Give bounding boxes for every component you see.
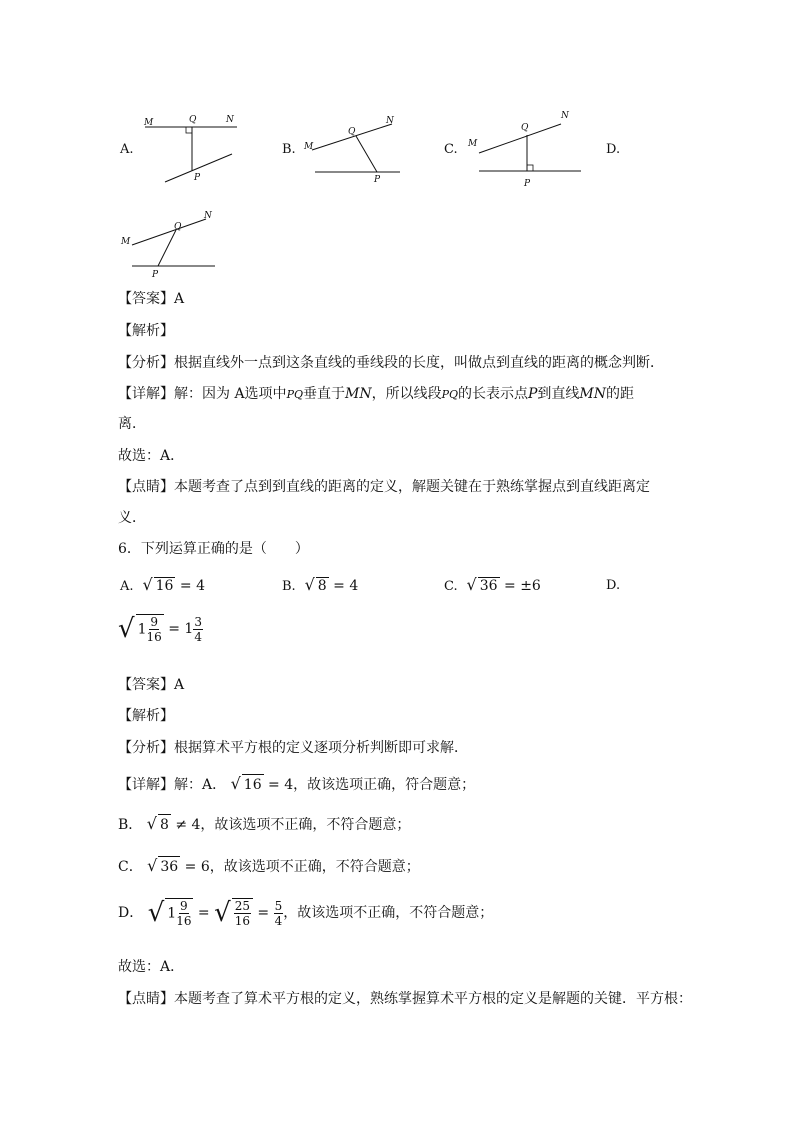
point-q-label: Q: [521, 123, 529, 133]
point-q-label: Q: [189, 115, 197, 125]
q6-detail-c: C． √ 36 = 6，故该选项不正确，不符合题意；: [118, 856, 420, 875]
point-n-label: N: [386, 116, 394, 126]
point-m-label: M: [121, 237, 131, 247]
point-q-label: Q: [174, 222, 182, 232]
q6-fenxi: 【分析】根据算术平方根的定义逐项分析判断即可求解．: [118, 740, 468, 756]
q5-analysis-heading: 【解析】: [118, 323, 174, 339]
point-m-label: M: [468, 139, 478, 149]
q6-dianjing: 【点睛】本题考查了算术平方根的定义，熟练掌握算术平方根的定义是解题的关键．平方根：: [118, 991, 692, 1007]
q6-detail-d: D． √ 1 $\frac{9}{16}$ = √ $\frac{25}{16}$ = $\frac{5}{4}$ ，故该选项不正确，不符合题意；: [118, 898, 494, 928]
point-p-label: P: [524, 179, 531, 189]
point-p-label: P: [152, 270, 159, 280]
option-d-label: D.: [606, 142, 621, 157]
q6-stem: 6．下列运算正确的是（ ）: [118, 541, 309, 557]
point-n-label: N: [204, 211, 212, 221]
point-n-label: N: [561, 111, 569, 121]
q6-analysis-heading: 【解析】: [118, 708, 174, 724]
segment-pq: [356, 136, 377, 172]
point-n-label: N: [226, 115, 234, 125]
option-c-label: C.: [444, 142, 458, 157]
line-mn: [132, 219, 206, 245]
point-p-label: P: [374, 175, 381, 185]
q6-detail-b: B． √ 8 ≠ 4，故该选项不正确，不符合题意；: [118, 814, 411, 833]
q6-choose: 故选：A．: [118, 959, 185, 975]
figure-option-d: [118, 207, 228, 282]
q5-dianjing-line1: 【点睛】本题考查了点到到直线的距离的定义，解题关键在于熟练掌握点到直线距离定: [118, 479, 650, 495]
q5-detail-line2: 离．: [118, 416, 146, 432]
option-a-label: A.: [120, 142, 134, 157]
q6-option-d-label: D.: [606, 578, 621, 593]
q6-option-a: A. √ 16 = 4: [120, 575, 206, 594]
point-p-label: P: [194, 173, 201, 183]
figure-option-a: [140, 110, 240, 185]
point-m-label: M: [144, 118, 154, 128]
line-mn: [479, 124, 561, 153]
option-b-label: B.: [282, 142, 296, 157]
right-angle-mark: [527, 165, 533, 171]
q5-fenxi: 【分析】根据直线外一点到这条直线的垂线段的长度，叫做点到直线的距离的概念判断．: [118, 355, 664, 371]
q5-dianjing-line2: 义．: [118, 510, 146, 526]
right-angle-mark: [186, 127, 192, 133]
figure-option-b: [300, 112, 405, 187]
figure-option-c: [465, 106, 585, 191]
q6-option-c: C. √ 36 = ±6: [444, 575, 541, 594]
point-q-label: Q: [348, 127, 356, 137]
q5-detail-line1: 【详解】解：因为 A选项中PQ垂直于MN，所以线段PQ的长表示点P到直线MN的距: [118, 386, 635, 402]
q5-choose: 故选：A．: [118, 448, 185, 464]
point-m-label: M: [304, 142, 314, 152]
q6-detail-a: 【详解】解：A． √ 16 = 4，故该选项正确，符合题意；: [118, 774, 476, 793]
q6-option-d-expression: √ 1 $\frac{9}{16}$ = 1 $\frac{3}{4}$: [118, 614, 202, 644]
q6-answer: 【答案】A: [118, 677, 185, 693]
q5-answer: 【答案】A: [118, 291, 185, 307]
q6-option-b: B. √ 8 = 4: [282, 575, 359, 594]
